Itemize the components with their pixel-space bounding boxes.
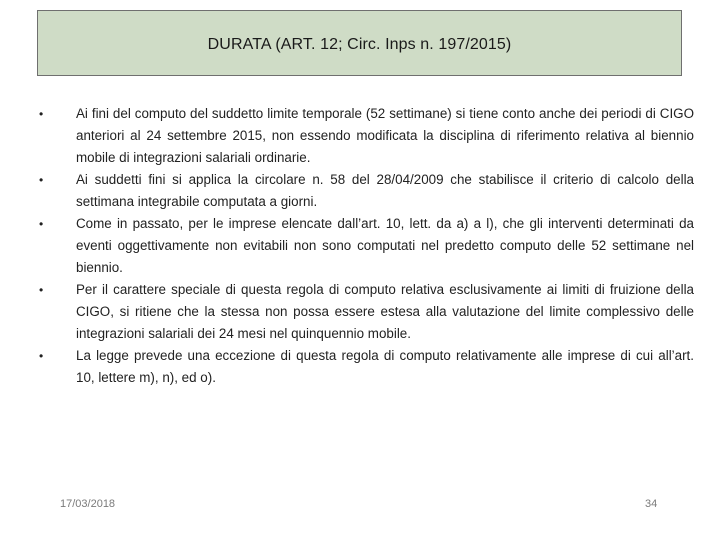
bullet-dot-icon: • [39, 283, 44, 297]
footer-date: 17/03/2018 [60, 498, 116, 510]
bullet-text: Ai fini del computo del suddetto limite temporale (52 settimane) si tiene conto anche dei periodi di CIGO anteriori al 24 settembre 2015, non essendo modificata la disciplina di riferimento relativa al biennio mobile di integrazioni salariali ordinarie. [76, 106, 694, 165]
bullet-list [34, 103, 694, 389]
bullet-item [34, 169, 694, 213]
title-box [37, 10, 682, 76]
bullet-dot-icon: • [39, 349, 44, 363]
bullet-text: La legge prevede una eccezione di questa regola di computo relativamente alle imprese di cui all’art. 10, lettere m), n), ed o). [76, 348, 694, 385]
bullet-text: Come in passato, per le imprese elencate dall’art. 10, lett. da a) a l), che gli interventi determinati da eventi oggettivamente non evitabili non sono computati nel predetto computo delle 52 settimane nel biennio. [76, 216, 694, 275]
bullet-dot-icon: • [39, 173, 44, 187]
bullet-text: Per il carattere speciale di questa regola di computo relativa esclusivamente ai limiti di fruizione della CIGO, si ritiene che la stessa non possa essere estesa alla valutazione del limite complessivo delle integrazioni salariali dei 24 mesi nel quinquennio mobile. [76, 282, 694, 341]
bullet-text: Ai suddetti fini si applica la circolare n. 58 del 28/04/2009 che stabilisce il criterio di calcolo della settimana integrabile computata a giorni. [76, 172, 694, 209]
bullet-item [34, 213, 694, 279]
bullet-item [34, 345, 694, 389]
page-number: 34 [645, 498, 658, 510]
bullet-dot-icon: • [39, 217, 44, 231]
bullet-item [34, 279, 694, 345]
bullet-dot-icon: • [39, 107, 44, 121]
bullet-item [34, 103, 694, 169]
slide-title: DURATA (ART. 12; Circ. Inps n. 197/2015) [207, 36, 512, 53]
